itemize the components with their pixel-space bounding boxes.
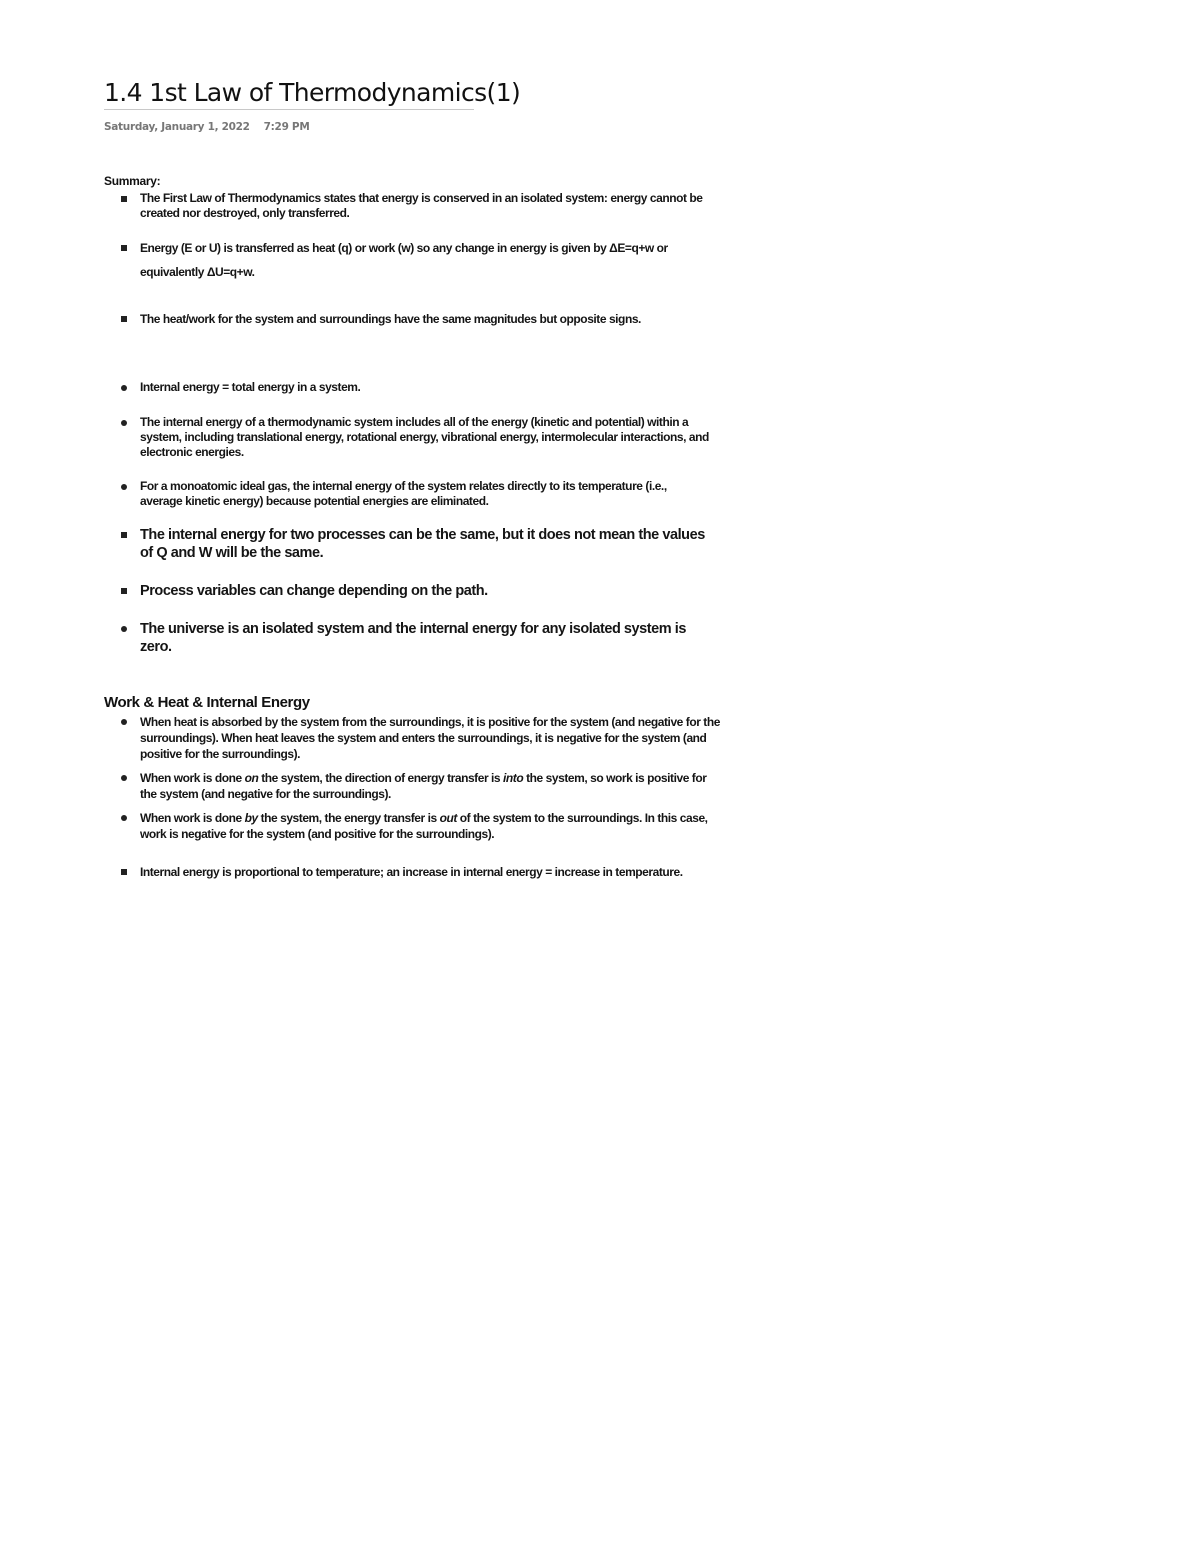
- list-item: When work is done by the system, the energy transfer is out of the system to the surroundings. In this case, work is negative for the system (and positive for the surroundings).: [140, 810, 720, 842]
- round-bullet-icon: [121, 775, 127, 781]
- round-bullet-icon: [121, 719, 127, 725]
- list-item: Process variables can change depending on the path.: [140, 582, 720, 600]
- square-bullet-icon: [121, 196, 127, 202]
- list-item: Internal energy = total energy in a system.: [140, 380, 720, 395]
- square-bullet-icon: [121, 245, 127, 251]
- page-timestamp: [104, 121, 309, 133]
- square-bullet-icon: [121, 869, 127, 875]
- title-underline: [104, 109, 474, 110]
- list-item: The First Law of Thermodynamics states that energy is conserved in an isolated system: energy cannot be created nor destroyed, only transferred.: [140, 191, 720, 221]
- summary-label: Summary:: [104, 174, 161, 188]
- square-bullet-icon: [121, 316, 127, 322]
- round-bullet-icon: [121, 626, 127, 632]
- square-bullet-icon: [121, 532, 127, 538]
- page-title: 1.4 1st Law of Thermodynamics(1): [104, 78, 521, 107]
- list-item: The universe is an isolated system and the internal energy for any isolated system is zero.: [140, 620, 720, 656]
- list-item: Energy (E or U) is transferred as heat (q) or work (w) so any change in energy is given by ΔE=q+w or equivalently ΔU=q+w.: [140, 236, 720, 284]
- round-bullet-icon: [121, 815, 127, 821]
- round-bullet-icon: [121, 484, 127, 490]
- list-item: Internal energy is proportional to temperature; an increase in internal energy = increase in temperature.: [140, 864, 700, 880]
- page-time: 7:29 PM: [263, 121, 310, 133]
- list-item: When work is done on the system, the direction of energy transfer is into the system, so work is positive for the system (and negative for the surroundings).: [140, 770, 720, 802]
- list-item: The internal energy of a thermodynamic system includes all of the energy (kinetic and potential) within a system, including translational energy, rotational energy, vibrational energy, intermolecular interactions, and electronic energies.: [140, 415, 725, 460]
- round-bullet-icon: [121, 385, 127, 391]
- square-bullet-icon: [121, 588, 127, 594]
- list-item: The heat/work for the system and surroundings have the same magnitudes but opposite signs.: [140, 307, 720, 331]
- section-heading-work-heat: Work & Heat & Internal Energy: [104, 694, 310, 711]
- round-bullet-icon: [121, 420, 127, 426]
- list-item: The internal energy for two processes can be the same, but it does not mean the values of Q and W will be the same.: [140, 526, 720, 562]
- list-item: When heat is absorbed by the system from the surroundings, it is positive for the system (and negative for the surroundings). When heat leaves the system and enters the surroundings, it is negative for the system (and positive for the surroundings).: [140, 714, 720, 762]
- page-date: Saturday, January 1, 2022: [104, 121, 250, 133]
- list-item: For a monoatomic ideal gas, the internal energy of the system relates directly to its temperature (i.e., average kinetic energy) because potential energies are eliminated.: [140, 479, 680, 509]
